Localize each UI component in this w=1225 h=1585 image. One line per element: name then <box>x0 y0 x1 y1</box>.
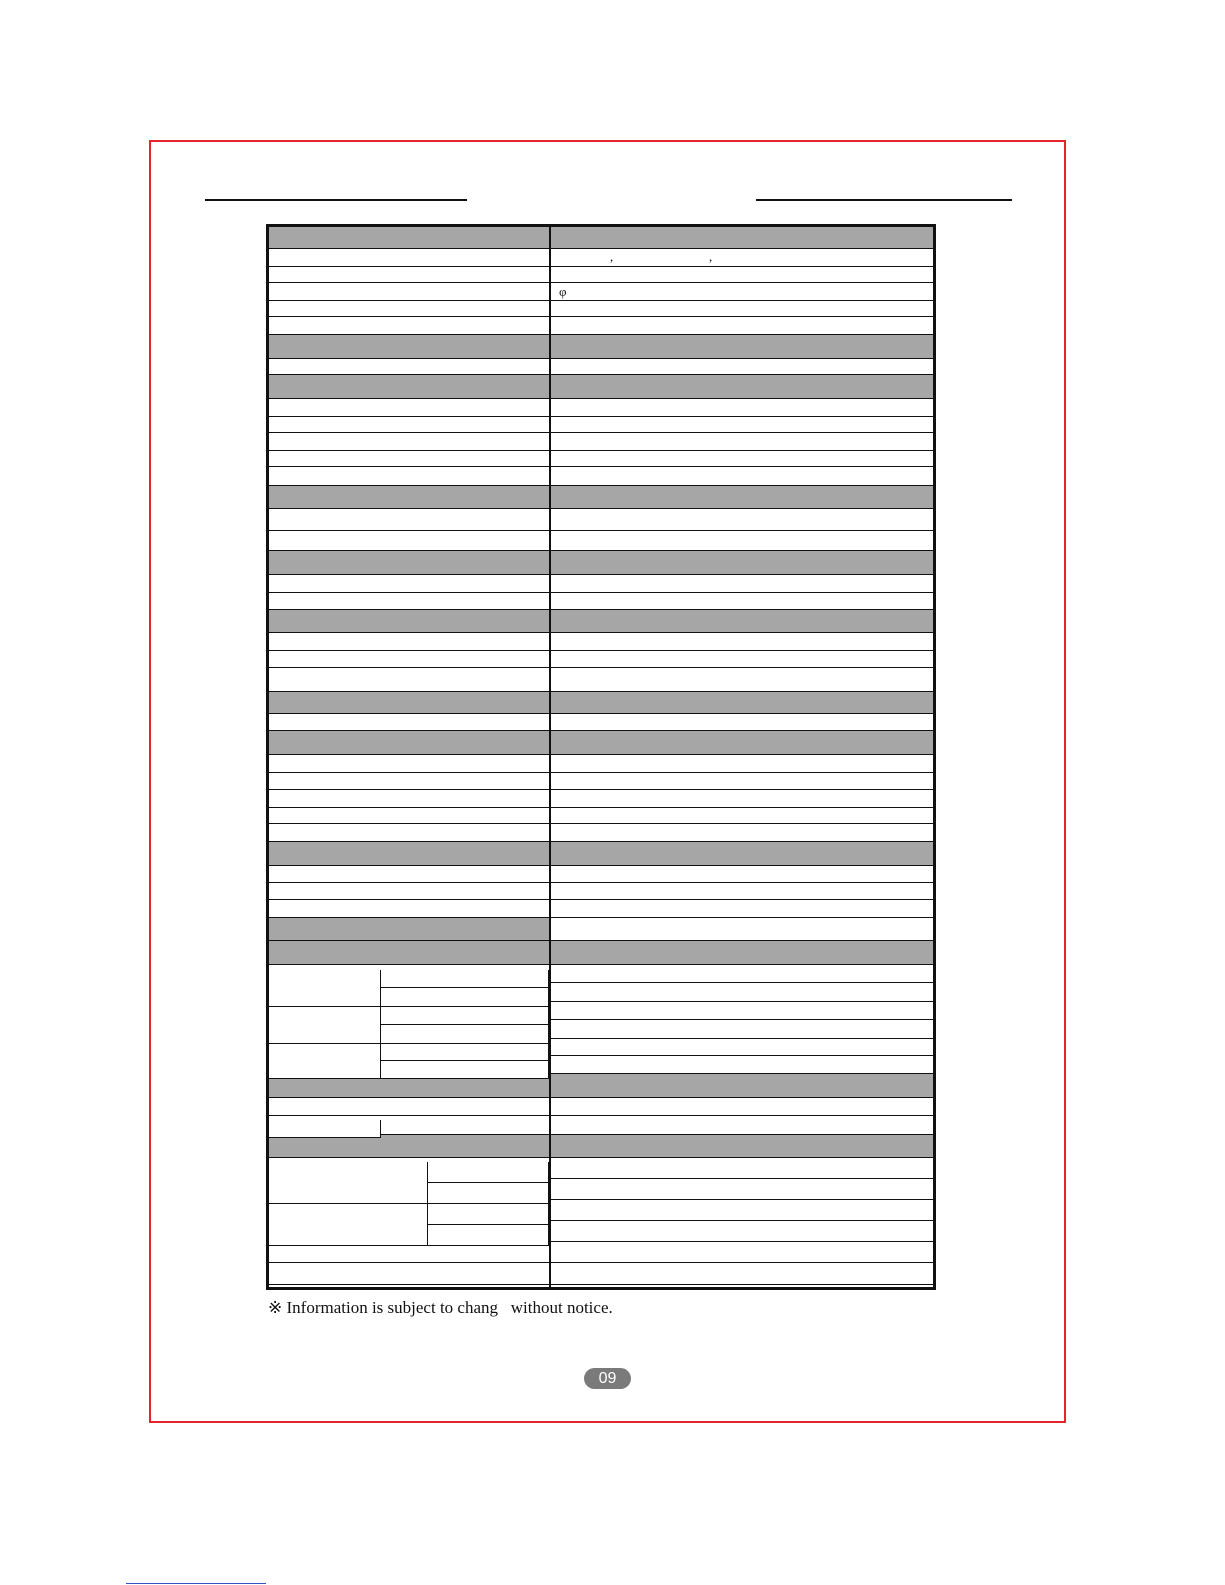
group-label-cell <box>269 1162 428 1204</box>
group-label-cell <box>269 1007 381 1044</box>
spec-row <box>269 249 933 267</box>
sub-label-cell <box>381 1025 549 1044</box>
footer-link-rule <box>126 1583 266 1584</box>
column-divider <box>549 227 551 1287</box>
sub-label-cell <box>428 1162 549 1183</box>
sub-label-cell <box>428 1225 549 1246</box>
comma-mark: , <box>610 249 614 264</box>
spec-row <box>269 773 933 790</box>
spec-row <box>269 509 933 531</box>
spec-row <box>269 790 933 808</box>
reference-mark: ※ <box>268 1298 283 1317</box>
spec-row <box>269 1098 933 1116</box>
header-rule-right <box>756 199 1012 201</box>
spec-row <box>269 451 933 467</box>
spec-row <box>269 900 933 918</box>
sub-label-cell <box>381 1061 549 1079</box>
sub-label-cell <box>381 988 549 1007</box>
spec-row <box>269 1263 933 1285</box>
spec-row <box>269 359 933 375</box>
group-label-cell <box>269 1044 381 1079</box>
spec-row <box>269 918 933 941</box>
group-label-cell <box>269 970 381 1007</box>
phi-symbol: φ <box>559 284 567 299</box>
spec-row <box>269 824 933 842</box>
section-header-row <box>269 1135 933 1158</box>
section-header-row <box>269 486 933 509</box>
spec-row <box>269 883 933 900</box>
comma-mark: , <box>709 249 713 264</box>
sub-label-cell <box>428 1183 549 1204</box>
spec-row <box>269 467 933 486</box>
spec-row <box>269 651 933 668</box>
section-header-row <box>269 842 933 866</box>
label-cell <box>269 1120 381 1138</box>
group-label-cell <box>269 1204 428 1246</box>
sub-label-cell <box>428 1204 549 1225</box>
sub-label-cell <box>381 1044 549 1061</box>
spec-row <box>269 531 933 551</box>
disclaimer-text: Information is subject to chang without notice. <box>286 1298 613 1317</box>
spec-row <box>269 433 933 451</box>
spec-row <box>269 808 933 824</box>
section-header-row <box>269 335 933 359</box>
spec-row <box>269 399 933 417</box>
spec-row <box>269 593 933 610</box>
sub-label-cell <box>381 1007 549 1025</box>
section-header-row <box>269 731 933 755</box>
spec-row <box>269 317 933 335</box>
section-header-row <box>269 941 933 965</box>
spec-row <box>269 417 933 433</box>
spec-row <box>269 575 933 593</box>
section-header-row <box>269 227 933 249</box>
section-header-row <box>269 375 933 399</box>
section-header-row <box>269 692 933 714</box>
spec-row <box>269 714 933 731</box>
disclaimer-note <box>268 1298 613 1318</box>
spec-row <box>269 633 933 651</box>
spec-row <box>269 668 933 692</box>
sub-label-cell <box>381 970 549 988</box>
specification-table <box>266 224 936 1290</box>
page-number-badge: 09 <box>584 1368 631 1389</box>
spec-row <box>269 755 933 773</box>
spec-row <box>269 267 933 283</box>
section-header-row <box>269 610 933 633</box>
spec-row <box>269 301 933 317</box>
section-header-row <box>269 551 933 575</box>
header-rule-left <box>205 199 467 201</box>
spec-row <box>269 866 933 883</box>
spec-row <box>269 283 933 301</box>
